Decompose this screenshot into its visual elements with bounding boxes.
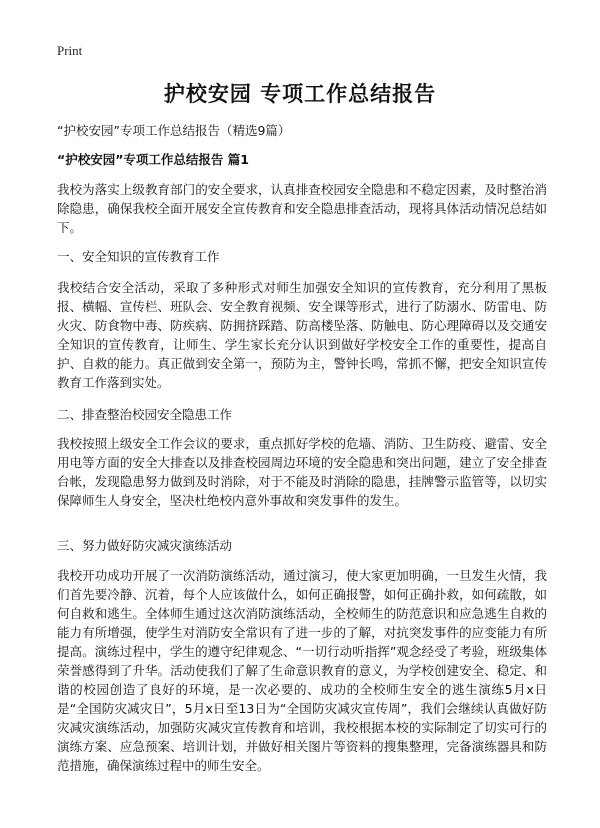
section-1-heading: 一、安全知识的宣传教育工作	[57, 249, 220, 264]
section-1-body: 我校结合安全活动，采取了多种形式对师生加强安全知识的宣传教育，充分利用了黑板报、横幅、宣传栏、班队会、安全教育视频、安全课等形式，进行了防溺水、防雷电、防火灾、防食物中毒、防疾病、防拥挤踩踏、防高楼坠落、防触电、防心理障碍以及交通安全知识的宣传教育，让师生、学生家长充分认识到做好学校安全工作的重要性，提高自护、自救的能力。真正做到安全第一，预防为主，警钟长鸣，常抓不懈，把安全知识宣传教育工作落到实处。	[57, 280, 547, 390]
section-3-heading: 三、努力做好防灾减灾演练活动	[57, 538, 233, 553]
intro-paragraph: 我校为落实上级教育部门的安全要求，认真排查校园安全隐患和不稳定因素，及时整治消除隐患，确保我校全面开展安全宣传教育和安全隐患排查活动，现将具体活动情况总结如下。	[57, 182, 547, 235]
document-subtitle: “护校安园”专项工作总结报告（精选9篇）	[57, 123, 291, 138]
article-heading: “护校安园”专项工作总结报告 篇1	[57, 152, 249, 167]
print-link[interactable]: Print	[57, 43, 83, 58]
section-2-heading: 二、排查整治校园安全隐患工作	[57, 407, 233, 422]
section-2-body: 我校按照上级安全工作会议的要求，重点抓好学校的危墙、消防、卫生防疫、避雷、安全用电等方面的安全大排查以及排查校园周边环境的安全隐患和突出问题，建立了安全排查台帐，发现隐患努力做到及时消除，对于不能及时消除的隐患，挂牌警示监管等，以切实保障师生人身安全，坚决杜绝校内意外事故和突发事件的发生。	[57, 436, 547, 508]
section-3-body: 我校开功成功开展了一次消防演练活动，通过演习，使大家更加明确，一旦发生火情，我们首先要冷静、沉着，每个人应该做什么，如何正确报警，如何正确扑救，如何疏散，如何自救和逃生。全体师生通过这次消防演练活动，全校师生的防范意识和应急逃生自救的能力有所增强，使学生对消防安全常识有了进一步的了解，对抗突发事件的应变能力有所提高。演练过程中，学生的遵守纪律观念、“一切行动听指挥”观念经受了考验，班级集体荣誉感得到了升华。活动使我们了解了生命意识教育的意义，为学校创建安全、稳定、和谐的校园创造了良好的环境，是一次必要的、成功的全校师生安全的逃生演练5月x日是“全国防灾减灾日”，5月x日至13日为“全国防灾减灾宣传周”，我们会继续认真做好防灾减灾演练活动，加强防灾减灾宣传教育和培训，我校根据本校的实际制定了切实可行的演练方案、应急预案、培训计划，并做好相关图片等资料的搜集整理，完备演练器具和防范措施，确保演练过程中的师生安全。	[57, 568, 547, 773]
page-title: 护校安园 专项工作总结报告	[163, 82, 437, 106]
